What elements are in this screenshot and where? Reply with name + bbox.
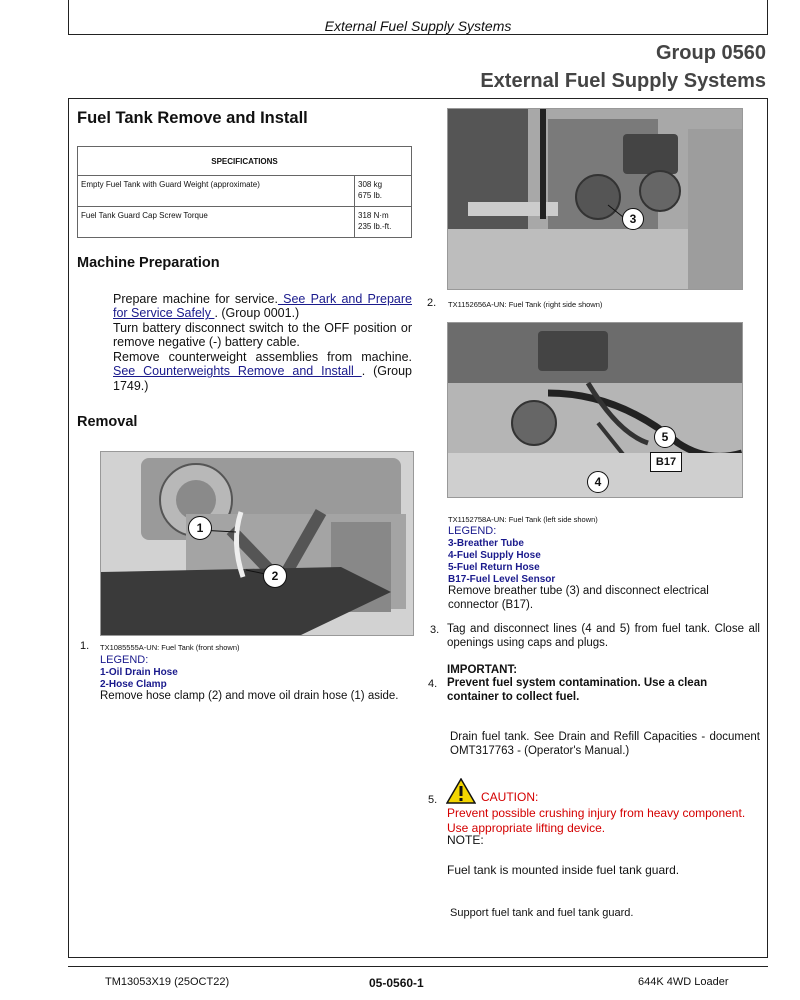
step-number: 5. (428, 794, 438, 806)
footer-page-number: 05-0560-1 (369, 976, 424, 990)
legend-title: LEGEND: (100, 654, 149, 666)
counterweights-link[interactable]: See Counterweights Remove and Install (113, 364, 362, 379)
callout-b17: B17 (650, 452, 682, 472)
footer-rule (68, 966, 768, 967)
step-number: 1. (80, 640, 90, 652)
prep-paragraph-1: Prepare machine for service. See Park and Prepare for Service Safely . (Group 0001.) (113, 292, 412, 321)
section-title: Fuel Tank Remove and Install (77, 109, 308, 127)
step-3-text: Tag and disconnect lines (4 and 5) from fuel tank. Close all openings using caps and plugs. (447, 623, 760, 649)
legend-item: B17-Fuel Level Sensor (448, 574, 556, 585)
important-text: Prevent fuel system contamination. Use a clean container to collect fuel. (447, 677, 708, 703)
step-2-text: Remove breather tube (3) and disconnect electrical connector (B17). (448, 585, 709, 611)
step-number: 3. (430, 624, 440, 636)
prep-paragraph-2: Turn battery disconnect switch to the OFF position or remove negative (-) battery cable. (113, 321, 412, 350)
spec-label: Fuel Tank Guard Cap Screw Torque (78, 207, 355, 238)
callout-3: 3 (622, 208, 644, 230)
important-label: IMPORTANT: (447, 664, 518, 676)
step-4-text: Drain fuel tank. See Drain and Refill Capacities - document OMT317763 - (Operator's Manual.) (450, 731, 760, 757)
fuel-tank-front-illustration (101, 452, 413, 635)
figure-fuel-tank-front (100, 451, 414, 636)
table-row (78, 207, 412, 238)
spec-value: 318 N·m 235 lb.-ft. (355, 207, 412, 238)
figure-caption: TX1085555A-UN: Fuel Tank (front shown) (100, 643, 240, 652)
step-1-text: Remove hose clamp (2) and move oil drain hose (1) aside. (100, 690, 399, 702)
spec-label: Empty Fuel Tank with Guard Weight (approximate) (78, 176, 355, 207)
spec-heading: SPECIFICATIONS (78, 147, 412, 176)
warning-triangle-icon (446, 778, 476, 804)
group-number: Group 0560 (655, 42, 766, 64)
legend-item: 1-Oil Drain Hose (100, 667, 178, 678)
caution-label: CAUTION: (481, 790, 539, 804)
footer-model: 644K 4WD Loader (638, 976, 729, 988)
callout-5: 5 (654, 426, 676, 448)
fuel-tank-right-illustration (448, 109, 742, 289)
note-text: Fuel tank is mounted inside fuel tank guard. (447, 863, 680, 877)
running-header: External Fuel Supply Systems (324, 18, 512, 34)
callout-4: 4 (587, 471, 609, 493)
group-title: External Fuel Supply Systems (480, 70, 766, 92)
legend-item: 4-Fuel Supply Hose (448, 550, 541, 561)
prep-paragraph-3: Remove counterweight assemblies from machine. See Counterweights Remove and Install . (Group 1749.) (113, 350, 412, 393)
figure-caption: TX1152656A-UN: Fuel Tank (right side shown) (448, 300, 603, 309)
step-number: 2. (427, 297, 437, 309)
caution-text: Prevent possible crushing injury from heavy component. Use appropriate lifting device. (447, 806, 746, 835)
legend-item: 5-Fuel Return Hose (448, 562, 540, 573)
legend-item: 2-Hose Clamp (100, 679, 167, 690)
table-row (78, 176, 412, 207)
specifications-table (77, 146, 412, 238)
callout-1: 1 (188, 516, 212, 540)
figure-caption: TX1152758A-UN: Fuel Tank (left side shown) (448, 515, 598, 524)
footer-document-id: TM13053X19 (25OCT22) (105, 976, 230, 988)
spec-value: 308 kg 675 lb. (355, 176, 412, 207)
callout-2: 2 (263, 564, 287, 588)
note-label: NOTE: (447, 833, 484, 847)
removal-title: Removal (77, 414, 138, 430)
legend-item: 3-Breather Tube (448, 538, 524, 549)
park-prepare-link[interactable]: See Park and Prepare for Service Safely (113, 292, 412, 321)
step-number: 4. (428, 678, 438, 690)
figure-fuel-tank-right (447, 108, 743, 290)
legend-title: LEGEND: (448, 525, 497, 537)
prep-title: Machine Preparation (77, 255, 220, 271)
step-5-text: Support fuel tank and fuel tank guard. (450, 907, 634, 919)
